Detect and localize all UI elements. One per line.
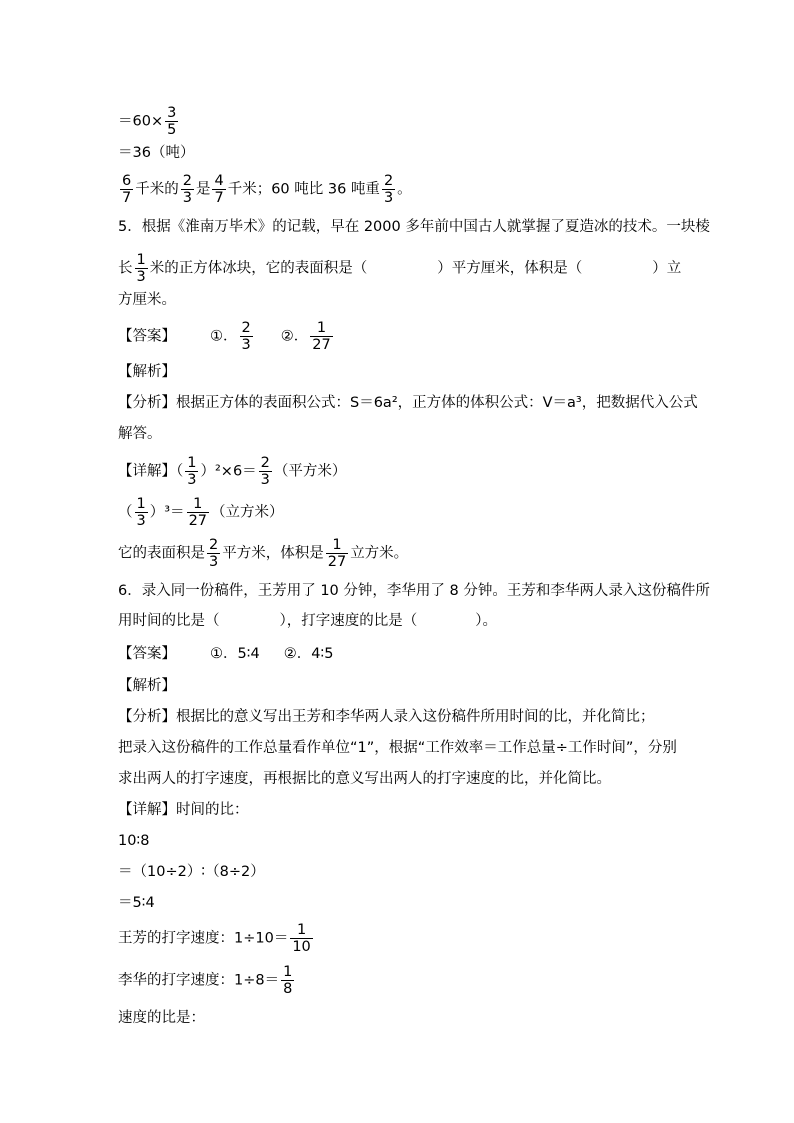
fraction: $\frac{4}{7}$	[214, 173, 224, 206]
fraction: $\frac{6}{7}$	[122, 173, 132, 206]
q6-analysis-line-3: 求出两人的打字速度，再根据比的意义写出两人的打字速度的比，并化简比。	[118, 771, 611, 787]
answer-label: 【答案】	[118, 646, 176, 662]
q6-analysis-line-1: 【分析】根据比的意义写出王芳和李华两人录入这份稿件所用时间的比，并化简比；	[118, 709, 655, 725]
q6-question-line-1: 6．录入同一份稿件，王芳用了 10 分钟，李华用了 8 分钟。王芳和李华两人录入这份稿件所	[118, 583, 710, 599]
calc-text: ＝60×	[118, 113, 164, 130]
q6-jiexi-label: 【解析】	[118, 678, 176, 694]
fraction: $\frac{1}{10}$	[292, 922, 311, 955]
fraction: $\frac{1}{3}$	[187, 455, 197, 488]
fraction: $\frac{1}{3}$	[136, 496, 146, 529]
q5-analysis-line-2: 解答。	[118, 426, 162, 442]
q6-question-line-2: 用时间的比是（ ），打字速度的比是（ ）。	[118, 613, 497, 629]
q6-step-1: 10∶8	[118, 833, 150, 849]
q6-step-6: 速度的比是：	[118, 1010, 205, 1026]
conclusion-line: $\frac{6}{7}$ 千米的 $\frac{2}{3}$ 是 $\frac{4}{7}$ 千米；60 吨比 36 吨重 $\frac{2}{3}$ 。	[122, 173, 412, 206]
fraction: $\frac{2}{3}$	[260, 455, 270, 488]
q6-analysis-line-2: 把录入这份稿件的工作总量看作单位“1”，根据“工作效率＝工作总量÷工作时间”，分别	[118, 740, 677, 756]
fraction: $\frac{1}{8}$	[283, 964, 293, 997]
fraction: $\frac{2}{3}$	[241, 320, 251, 353]
q6-step-5: 李华的打字速度：1÷8＝ $\frac{1}{8}$	[118, 964, 293, 997]
q6-step-4: 王芳的打字速度：1÷10＝ $\frac{1}{10}$	[118, 922, 311, 955]
q5-question-line-2: 长 $\frac{1}{3}$ 米的正方体冰块，它的表面积是（ ）平方厘米，体积是（ ）立	[118, 252, 682, 285]
calc-line-2: ＝36（吨）	[118, 145, 195, 161]
q6-step-2: ＝（10÷2）∶（8÷2）	[118, 864, 265, 880]
fraction: $\frac{2}{3}$	[182, 173, 192, 206]
fraction: $\frac{1}{27}$	[188, 496, 208, 529]
q5-detail-line-3: 它的表面积是 $\frac{2}{3}$ 平方米，体积是 $\frac{1}{27}$ 立方米。	[118, 537, 409, 570]
q5-question-line-3: 方厘米。	[118, 292, 176, 308]
q5-jiexi-label: 【解析】	[118, 364, 176, 380]
q5-analysis-line-1: 【分析】根据正方体的表面积公式：S＝6a²，正方体的体积公式：V＝a³，把数据代入公式	[118, 395, 698, 411]
q6-answer: 【答案】 ①．5∶4 ②．4∶5	[118, 646, 334, 662]
fraction: $\frac{1}{3}$	[136, 252, 146, 285]
fraction: $\frac{3}{5}$	[167, 105, 177, 138]
fraction: $\frac{1}{27}$	[327, 537, 347, 570]
calc-line-1	[118, 105, 180, 138]
q5-answer: 【答案】 ①． $\frac{2}{3}$ ②． $\frac{1}{27}$	[118, 320, 331, 353]
q5-question-line-1: 5．根据《淮南万毕术》的记载，早在 2000 多年前中国古人就掌握了夏造冰的技术。一块棱	[118, 219, 710, 235]
fraction: $\frac{1}{27}$	[312, 320, 331, 353]
q5-detail-line-1: 【详解】（ $\frac{1}{3}$ ）²×6＝ $\frac{2}{3}$ （平方米）	[118, 455, 347, 488]
fraction: $\frac{2}{3}$	[209, 537, 219, 570]
q6-detail-heading: 【详解】时间的比：	[118, 802, 249, 818]
fraction: $\frac{2}{3}$	[383, 173, 394, 206]
q5-detail-line-2: （ $\frac{1}{3}$ ）³＝ $\frac{1}{27}$ （立方米）	[118, 496, 284, 529]
answer-label: 【答案】	[118, 328, 176, 345]
q6-step-3: ＝5∶4	[118, 895, 155, 911]
